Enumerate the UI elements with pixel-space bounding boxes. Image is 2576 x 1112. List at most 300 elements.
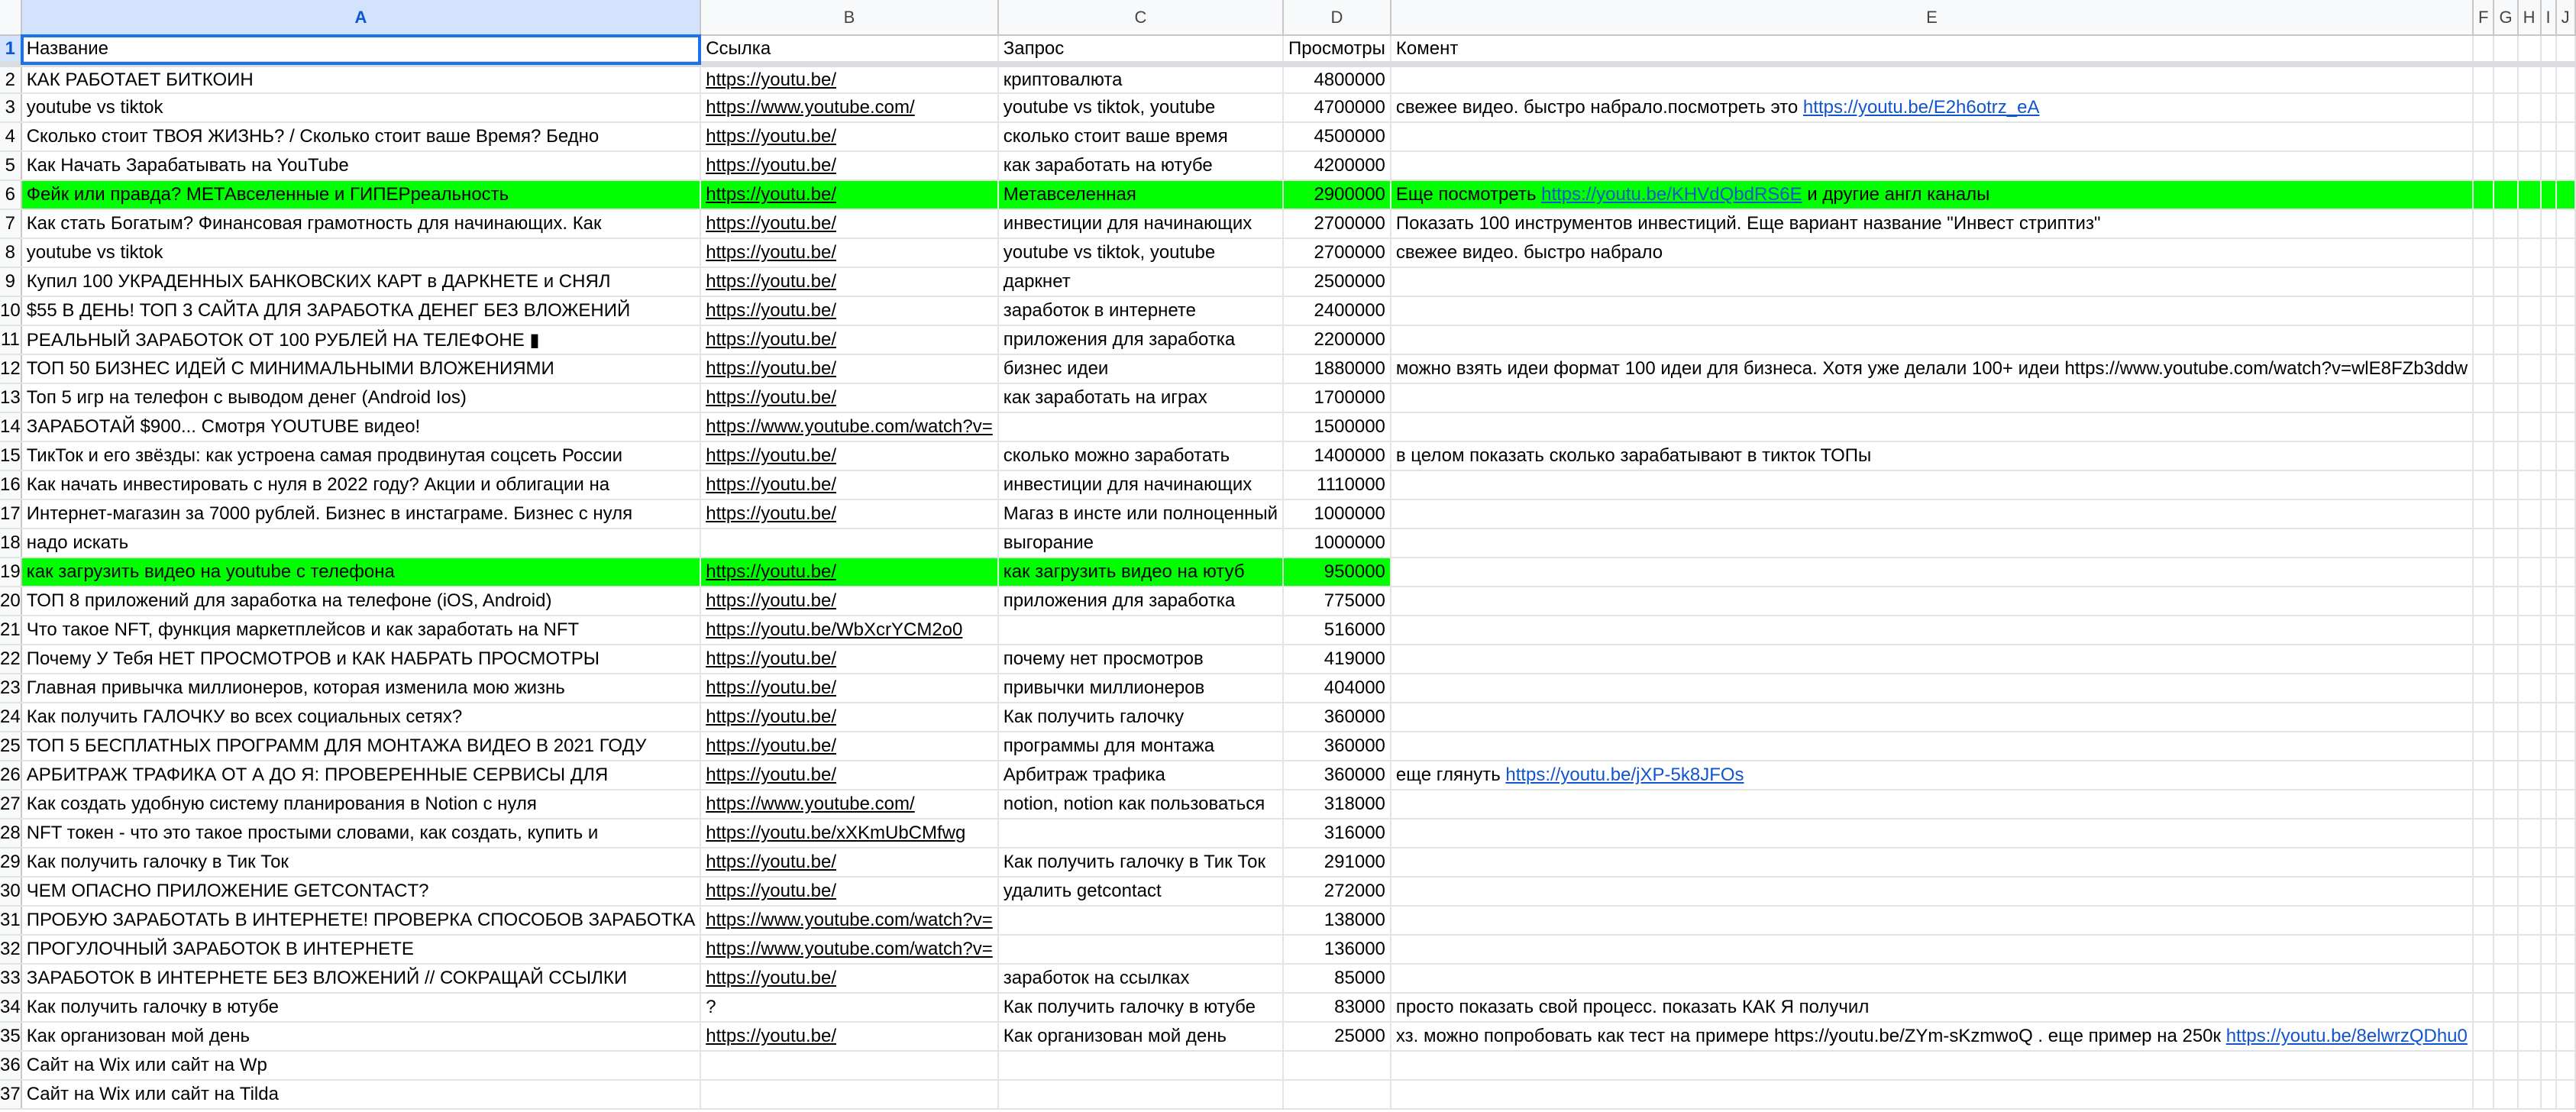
cell-empty[interactable]: [2473, 441, 2494, 470]
cell-empty[interactable]: [2556, 122, 2575, 151]
cell-link[interactable]: https://youtu.be/: [700, 354, 998, 383]
cell-empty[interactable]: [2473, 325, 2494, 354]
cell-empty[interactable]: [2556, 64, 2575, 93]
cell-views[interactable]: 1500000: [1283, 412, 1391, 441]
cell-empty[interactable]: [2494, 935, 2517, 964]
cell-views[interactable]: 775000: [1283, 587, 1391, 616]
cell-title[interactable]: ЗАРАБОТАЙ $900... Смотря YOUTUBE видео!: [21, 412, 701, 441]
cell-views[interactable]: 138000: [1283, 906, 1391, 935]
row-number[interactable]: 15: [0, 441, 21, 470]
cell-empty[interactable]: [2473, 1051, 2494, 1080]
cell-title[interactable]: ТОП 5 БЕСПЛАТНЫХ ПРОГРАММ ДЛЯ МОНТАЖА ВИДЕО В 2021 ГОДУ: [21, 732, 701, 761]
cell-views[interactable]: 25000: [1283, 1022, 1391, 1051]
cell-link[interactable]: https://www.youtube.com/: [700, 790, 998, 819]
cell-query[interactable]: сколько стоит ваше время: [998, 122, 1283, 151]
row-number[interactable]: 26: [0, 761, 21, 790]
cell-title[interactable]: ТОП 50 БИЗНЕС ИДЕЙ С МИНИМАЛЬНЫМИ ВЛОЖЕНИЯМИ: [21, 354, 701, 383]
cell-query[interactable]: [998, 412, 1283, 441]
cell-empty[interactable]: [2473, 412, 2494, 441]
cell-empty[interactable]: [2541, 674, 2556, 703]
row-number[interactable]: 8: [0, 238, 21, 267]
cell-empty[interactable]: [2541, 64, 2556, 93]
cell-empty[interactable]: [2541, 441, 2556, 470]
select-all-corner[interactable]: [0, 0, 21, 35]
cell-empty[interactable]: [2473, 238, 2494, 267]
cell-empty[interactable]: [2494, 180, 2517, 209]
cell-empty[interactable]: [2541, 1080, 2556, 1109]
cell-empty[interactable]: [2518, 267, 2541, 296]
cell-link[interactable]: https://youtu.be/: [700, 645, 998, 674]
cell-empty[interactable]: [2494, 674, 2517, 703]
cell-empty[interactable]: [2518, 587, 2541, 616]
cell-empty[interactable]: [2518, 848, 2541, 877]
cell-empty[interactable]: [2494, 761, 2517, 790]
cell-query[interactable]: криптовалюта: [998, 64, 1283, 93]
cell-query[interactable]: youtube vs tiktok, youtube: [998, 93, 1283, 122]
cell-empty[interactable]: [2541, 209, 2556, 238]
cell-empty[interactable]: [2473, 993, 2494, 1022]
cell-empty[interactable]: [2473, 558, 2494, 587]
cell-empty[interactable]: [2494, 732, 2517, 761]
cell-empty[interactable]: [2473, 470, 2494, 499]
cell-views[interactable]: 2400000: [1283, 296, 1391, 325]
cell-views[interactable]: [1283, 1080, 1391, 1109]
cell-views-header[interactable]: Просмотры: [1283, 35, 1391, 64]
cell-comment[interactable]: [1391, 441, 2473, 470]
cell-title[interactable]: АРБИТРАЖ ТРАФИКА ОТ А ДО Я: ПРОВЕРЕННЫЕ СЕРВИСЫ ДЛЯ: [21, 761, 701, 790]
cell-comment[interactable]: [1391, 412, 2473, 441]
cell-empty[interactable]: [2494, 616, 2517, 645]
cell-empty[interactable]: [2556, 238, 2575, 267]
cell-empty[interactable]: [2518, 383, 2541, 412]
cell-query[interactable]: [998, 616, 1283, 645]
cell-views[interactable]: 4500000: [1283, 122, 1391, 151]
row-number[interactable]: 6: [0, 180, 21, 209]
row-number[interactable]: 30: [0, 877, 21, 906]
cell-empty[interactable]: [2556, 877, 2575, 906]
cell-link[interactable]: https://youtu.be/xXKmUbCMfwg: [700, 819, 998, 848]
cell-query[interactable]: как загрузить видео на ютуб: [998, 558, 1283, 587]
cell-empty[interactable]: [2518, 93, 2541, 122]
cell-title[interactable]: Как получить галочку в Тик Ток: [21, 848, 701, 877]
cell-empty[interactable]: [2518, 412, 2541, 441]
cell-empty[interactable]: [2541, 35, 2556, 64]
cell-empty[interactable]: [2494, 325, 2517, 354]
row-number[interactable]: 27: [0, 790, 21, 819]
cell-link[interactable]: https://youtu.be/: [700, 325, 998, 354]
cell-link[interactable]: https://www.youtube.com/watch?v=: [700, 935, 998, 964]
cell-title[interactable]: ЧЕМ ОПАСНО ПРИЛОЖЕНИЕ GETCONTACT?: [21, 877, 701, 906]
cell-views[interactable]: 360000: [1283, 761, 1391, 790]
cell-empty[interactable]: [2556, 819, 2575, 848]
cell-comment[interactable]: [1391, 877, 2473, 906]
cell-query[interactable]: youtube vs tiktok, youtube: [998, 238, 1283, 267]
row-number[interactable]: 12: [0, 354, 21, 383]
row-number[interactable]: 9: [0, 267, 21, 296]
column-header[interactable]: G: [2494, 0, 2517, 35]
cell-link[interactable]: https://youtu.be/: [700, 180, 998, 209]
cell-empty[interactable]: [2556, 1022, 2575, 1051]
column-header[interactable]: F: [2473, 0, 2494, 35]
cell-comment[interactable]: [1391, 790, 2473, 819]
cell-empty[interactable]: [2473, 180, 2494, 209]
cell-empty[interactable]: [2556, 935, 2575, 964]
row-number[interactable]: 7: [0, 209, 21, 238]
cell-empty[interactable]: [2518, 964, 2541, 993]
cell-title[interactable]: Как Начать Зарабатывать на YouTube: [21, 151, 701, 180]
cell-empty[interactable]: [2541, 238, 2556, 267]
cell-empty[interactable]: [2518, 325, 2541, 354]
cell-empty[interactable]: [2494, 848, 2517, 877]
cell-comment[interactable]: [1391, 906, 2473, 935]
cell-empty[interactable]: [2494, 645, 2517, 674]
row-number[interactable]: 35: [0, 1022, 21, 1051]
cell-title-header[interactable]: Название: [21, 35, 701, 64]
cell-empty[interactable]: [2541, 470, 2556, 499]
row-number[interactable]: 37: [0, 1080, 21, 1109]
cell-query[interactable]: приложения для заработка: [998, 587, 1283, 616]
cell-empty[interactable]: [2556, 267, 2575, 296]
comment-link[interactable]: https://youtu.be/KHVdQbdRS6E: [1541, 184, 1802, 205]
cell-query[interactable]: Как получить галочку в Тик Ток: [998, 848, 1283, 877]
cell-empty[interactable]: [2494, 93, 2517, 122]
row-number[interactable]: 21: [0, 616, 21, 645]
cell-empty[interactable]: [2541, 1051, 2556, 1080]
cell-views[interactable]: 2900000: [1283, 180, 1391, 209]
cell-query[interactable]: [998, 1051, 1283, 1080]
cell-empty[interactable]: [2541, 267, 2556, 296]
cell-query[interactable]: инвестиции для начинающих: [998, 209, 1283, 238]
cell-views[interactable]: [1283, 1051, 1391, 1080]
cell-empty[interactable]: [2494, 441, 2517, 470]
cell-query[interactable]: [998, 935, 1283, 964]
cell-title[interactable]: КАК РАБОТАЕТ БИТКОИН: [21, 64, 701, 93]
cell-link[interactable]: https://youtu.be/: [700, 296, 998, 325]
cell-comment-header[interactable]: Комент: [1391, 35, 2473, 64]
cell-empty[interactable]: [2556, 906, 2575, 935]
cell-empty[interactable]: [2541, 325, 2556, 354]
cell-empty[interactable]: [2473, 645, 2494, 674]
cell-empty[interactable]: [2518, 441, 2541, 470]
cell-empty[interactable]: [2518, 122, 2541, 151]
cell-empty[interactable]: [2541, 645, 2556, 674]
cell-empty[interactable]: [2494, 790, 2517, 819]
row-number[interactable]: 23: [0, 674, 21, 703]
cell-empty[interactable]: [2541, 616, 2556, 645]
cell-query[interactable]: Арбитраж трафика: [998, 761, 1283, 790]
row-number[interactable]: 4: [0, 122, 21, 151]
cell-link[interactable]: https://www.youtube.com/: [700, 93, 998, 122]
cell-query-header[interactable]: Запрос: [998, 35, 1283, 64]
cell-empty[interactable]: [2494, 122, 2517, 151]
cell-comment[interactable]: [1391, 935, 2473, 964]
cell-link[interactable]: https://youtu.be/WbXcrYCM2o0: [700, 616, 998, 645]
cell-query[interactable]: приложения для заработка: [998, 325, 1283, 354]
cell-views[interactable]: 136000: [1283, 935, 1391, 964]
cell-link[interactable]: https://youtu.be/: [700, 209, 998, 238]
cell-query[interactable]: как заработать на ютубе: [998, 151, 1283, 180]
cell-empty[interactable]: [2556, 180, 2575, 209]
cell-views[interactable]: 272000: [1283, 877, 1391, 906]
row-number[interactable]: 28: [0, 819, 21, 848]
cell-views[interactable]: 291000: [1283, 848, 1391, 877]
cell-empty[interactable]: [2556, 1080, 2575, 1109]
cell-views[interactable]: 1000000: [1283, 499, 1391, 529]
cell-views[interactable]: 318000: [1283, 790, 1391, 819]
row-number[interactable]: 11: [0, 325, 21, 354]
cell-empty[interactable]: [2541, 354, 2556, 383]
cell-empty[interactable]: [2518, 529, 2541, 558]
cell-views[interactable]: 404000: [1283, 674, 1391, 703]
cell-comment[interactable]: [1391, 964, 2473, 993]
cell-empty[interactable]: [2556, 354, 2575, 383]
cell-link[interactable]: [700, 1080, 998, 1109]
cell-comment[interactable]: [1391, 1080, 2473, 1109]
cell-views[interactable]: 516000: [1283, 616, 1391, 645]
cell-views[interactable]: 360000: [1283, 703, 1391, 732]
cell-comment[interactable]: [1391, 122, 2473, 151]
cell-comment[interactable]: [1391, 354, 2473, 383]
cell-link[interactable]: https://youtu.be/: [700, 238, 998, 267]
cell-empty[interactable]: [2556, 587, 2575, 616]
cell-empty[interactable]: [2518, 499, 2541, 529]
cell-views[interactable]: 83000: [1283, 993, 1391, 1022]
cell-link[interactable]: https://youtu.be/: [700, 964, 998, 993]
cell-link[interactable]: https://youtu.be/: [700, 441, 998, 470]
cell-empty[interactable]: [2473, 296, 2494, 325]
cell-title[interactable]: Как получить ГАЛОЧКУ во всех социальных сетях?: [21, 703, 701, 732]
cell-empty[interactable]: [2541, 877, 2556, 906]
cell-views[interactable]: 2500000: [1283, 267, 1391, 296]
cell-query[interactable]: привычки миллионеров: [998, 674, 1283, 703]
cell-query[interactable]: инвестиции для начинающих: [998, 470, 1283, 499]
cell-empty[interactable]: [2518, 1080, 2541, 1109]
cell-empty[interactable]: [2518, 209, 2541, 238]
cell-empty[interactable]: [2494, 1022, 2517, 1051]
cell-empty[interactable]: [2556, 732, 2575, 761]
cell-empty[interactable]: [2494, 529, 2517, 558]
cell-query[interactable]: как заработать на играх: [998, 383, 1283, 412]
row-number[interactable]: 3: [0, 93, 21, 122]
row-number[interactable]: 14: [0, 412, 21, 441]
cell-title[interactable]: Интернет-магазин за 7000 рублей. Бизнес в инстаграме. Бизнес с нуля: [21, 499, 701, 529]
cell-empty[interactable]: [2473, 964, 2494, 993]
comment-link[interactable]: https://youtu.be/E2h6otrz_eA: [1802, 97, 2040, 118]
cell-query[interactable]: бизнес идеи: [998, 354, 1283, 383]
cell-link[interactable]: https://www.youtube.com/watch?v=: [700, 906, 998, 935]
row-number[interactable]: 34: [0, 993, 21, 1022]
cell-title[interactable]: Сайт на Wix или сайт на Tilda: [21, 1080, 701, 1109]
cell-empty[interactable]: [2541, 296, 2556, 325]
cell-comment[interactable]: [1391, 383, 2473, 412]
cell-empty[interactable]: [2541, 819, 2556, 848]
cell-empty[interactable]: [2518, 238, 2541, 267]
cell-empty[interactable]: [2518, 703, 2541, 732]
row-number[interactable]: 10: [0, 296, 21, 325]
cell-link[interactable]: https://youtu.be/: [700, 877, 998, 906]
cell-empty[interactable]: [2494, 296, 2517, 325]
cell-link[interactable]: [700, 1051, 998, 1080]
cell-empty[interactable]: [2494, 64, 2517, 93]
cell-empty[interactable]: [2556, 412, 2575, 441]
cell-empty[interactable]: [2473, 93, 2494, 122]
cell-comment[interactable]: [1391, 325, 2473, 354]
cell-comment[interactable]: [1391, 848, 2473, 877]
cell-empty[interactable]: [2541, 848, 2556, 877]
cell-empty[interactable]: [2556, 993, 2575, 1022]
cell-empty[interactable]: [2541, 732, 2556, 761]
cell-query[interactable]: заработок в интернете: [998, 296, 1283, 325]
cell-title[interactable]: Как организован мой день: [21, 1022, 701, 1051]
cell-empty[interactable]: [2494, 412, 2517, 441]
row-number[interactable]: 19: [0, 558, 21, 587]
cell-comment[interactable]: [1391, 761, 2473, 790]
cell-comment[interactable]: [1391, 616, 2473, 645]
cell-empty[interactable]: [2473, 499, 2494, 529]
column-header[interactable]: A: [21, 0, 701, 35]
cell-empty[interactable]: [2541, 587, 2556, 616]
cell-empty[interactable]: [2473, 122, 2494, 151]
cell-query[interactable]: выгорание: [998, 529, 1283, 558]
cell-empty[interactable]: [2494, 499, 2517, 529]
cell-query[interactable]: Как получить галочку: [998, 703, 1283, 732]
cell-empty[interactable]: [2556, 645, 2575, 674]
cell-empty[interactable]: [2556, 383, 2575, 412]
cell-views[interactable]: 2700000: [1283, 238, 1391, 267]
column-header[interactable]: H: [2518, 0, 2541, 35]
cell-title[interactable]: ПРОБУЮ ЗАРАБОТАТЬ В ИНТЕРНЕТЕ! ПРОВЕРКА СПОСОБОВ ЗАРАБОТКА: [21, 906, 701, 935]
cell-empty[interactable]: [2473, 209, 2494, 238]
cell-empty[interactable]: [2556, 674, 2575, 703]
cell-title[interactable]: Как стать Богатым? Финансовая грамотность для начинающих. Как: [21, 209, 701, 238]
cell-title[interactable]: $55 В ДЕНЬ! ТОП 3 САЙТА ДЛЯ ЗАРАБОТКА ДЕНЕГ БЕЗ ВЛОЖЕНИЙ: [21, 296, 701, 325]
cell-empty[interactable]: [2473, 790, 2494, 819]
cell-empty[interactable]: [2556, 151, 2575, 180]
cell-comment[interactable]: [1391, 180, 2473, 209]
cell-empty[interactable]: [2494, 906, 2517, 935]
cell-empty[interactable]: [2518, 558, 2541, 587]
cell-link[interactable]: https://youtu.be/: [700, 587, 998, 616]
cell-comment[interactable]: [1391, 64, 2473, 93]
cell-query[interactable]: удалить getcontact: [998, 877, 1283, 906]
cell-empty[interactable]: [2473, 848, 2494, 877]
cell-comment[interactable]: [1391, 993, 2473, 1022]
cell-comment[interactable]: [1391, 267, 2473, 296]
cell-empty[interactable]: [2518, 935, 2541, 964]
cell-comment[interactable]: [1391, 703, 2473, 732]
cell-comment[interactable]: [1391, 296, 2473, 325]
cell-empty[interactable]: [2494, 209, 2517, 238]
cell-title[interactable]: Топ 5 игр на телефон с выводом денег (Android Ios): [21, 383, 701, 412]
cell-empty[interactable]: [2556, 470, 2575, 499]
cell-empty[interactable]: [2473, 935, 2494, 964]
row-number[interactable]: 22: [0, 645, 21, 674]
row-number[interactable]: 5: [0, 151, 21, 180]
cell-link[interactable]: https://youtu.be/: [700, 1022, 998, 1051]
row-number[interactable]: 20: [0, 587, 21, 616]
cell-comment[interactable]: [1391, 674, 2473, 703]
cell-empty[interactable]: [2473, 732, 2494, 761]
cell-title[interactable]: РЕАЛЬНЫЙ ЗАРАБОТОК ОТ 100 РУБЛЕЙ НА ТЕЛЕФОНЕ ▮: [21, 325, 701, 354]
cell-empty[interactable]: [2556, 964, 2575, 993]
cell-title[interactable]: как загрузить видео на youtube с телефона: [21, 558, 701, 587]
cell-title[interactable]: Сколько стоит ТВОЯ ЖИЗНЬ? / Сколько стоит ваше Время? Бедно: [21, 122, 701, 151]
cell-title[interactable]: ЗАРАБОТОК В ИНТЕРНЕТЕ БЕЗ ВЛОЖЕНИЙ // СОКРАЩАЙ ССЫЛКИ: [21, 964, 701, 993]
cell-empty[interactable]: [2473, 761, 2494, 790]
cell-comment[interactable]: [1391, 732, 2473, 761]
cell-empty[interactable]: [2494, 877, 2517, 906]
cell-empty[interactable]: [2473, 819, 2494, 848]
cell-views[interactable]: 4200000: [1283, 151, 1391, 180]
cell-empty[interactable]: [2473, 529, 2494, 558]
cell-empty[interactable]: [2518, 877, 2541, 906]
cell-empty[interactable]: [2541, 151, 2556, 180]
cell-empty[interactable]: [2518, 64, 2541, 93]
cell-title[interactable]: Почему У Тебя НЕТ ПРОСМОТРОВ и КАК НАБРАТЬ ПРОСМОТРЫ: [21, 645, 701, 674]
cell-comment[interactable]: [1391, 209, 2473, 238]
cell-query[interactable]: Метавселенная: [998, 180, 1283, 209]
cell-empty[interactable]: [2556, 209, 2575, 238]
cell-link[interactable]: https://youtu.be/: [700, 499, 998, 529]
cell-empty[interactable]: [2518, 1022, 2541, 1051]
cell-empty[interactable]: [2473, 906, 2494, 935]
row-number[interactable]: 13: [0, 383, 21, 412]
cell-empty[interactable]: [2494, 354, 2517, 383]
cell-empty[interactable]: [2556, 1051, 2575, 1080]
cell-views[interactable]: 419000: [1283, 645, 1391, 674]
cell-link[interactable]: https://youtu.be/: [700, 674, 998, 703]
cell-empty[interactable]: [2541, 906, 2556, 935]
cell-link[interactable]: https://youtu.be/: [700, 383, 998, 412]
cell-views[interactable]: 2700000: [1283, 209, 1391, 238]
cell-empty[interactable]: [2494, 267, 2517, 296]
cell-empty[interactable]: [2518, 616, 2541, 645]
row-number[interactable]: 18: [0, 529, 21, 558]
cell-empty[interactable]: [2518, 761, 2541, 790]
cell-empty[interactable]: [2541, 499, 2556, 529]
cell-empty[interactable]: [2556, 848, 2575, 877]
cell-link[interactable]: https://youtu.be/: [700, 703, 998, 732]
cell-empty[interactable]: [2518, 790, 2541, 819]
cell-title[interactable]: надо искать: [21, 529, 701, 558]
cell-views[interactable]: 2200000: [1283, 325, 1391, 354]
cell-query[interactable]: даркнет: [998, 267, 1283, 296]
cell-title[interactable]: Главная привычка миллионеров, которая изменила мою жизнь: [21, 674, 701, 703]
cell-empty[interactable]: [2494, 1080, 2517, 1109]
cell-title[interactable]: Фейк или правда? МЕТАвселенные и ГИПЕРреальность: [21, 180, 701, 209]
cell-query[interactable]: сколько можно заработать: [998, 441, 1283, 470]
cell-empty[interactable]: [2556, 616, 2575, 645]
cell-empty[interactable]: [2541, 703, 2556, 732]
cell-empty[interactable]: [2494, 238, 2517, 267]
cell-views[interactable]: 1700000: [1283, 383, 1391, 412]
cell-empty[interactable]: [2518, 645, 2541, 674]
cell-empty[interactable]: [2556, 35, 2575, 64]
cell-empty[interactable]: [2556, 529, 2575, 558]
cell-empty[interactable]: [2518, 296, 2541, 325]
cell-title[interactable]: ТикТок и его звёзды: как устроена самая продвинутая соцсеть России: [21, 441, 701, 470]
cell-query[interactable]: [998, 906, 1283, 935]
cell-empty[interactable]: [2494, 35, 2517, 64]
cell-empty[interactable]: [2541, 993, 2556, 1022]
cell-query[interactable]: Магаз в инсте или полноценный: [998, 499, 1283, 529]
cell-empty[interactable]: [2541, 93, 2556, 122]
cell-title[interactable]: ТОП 8 приложений для заработка на телефоне (iOS, Android): [21, 587, 701, 616]
cell-empty[interactable]: [2518, 674, 2541, 703]
cell-empty[interactable]: [2541, 935, 2556, 964]
cell-empty[interactable]: [2556, 703, 2575, 732]
cell-empty[interactable]: [2473, 64, 2494, 93]
